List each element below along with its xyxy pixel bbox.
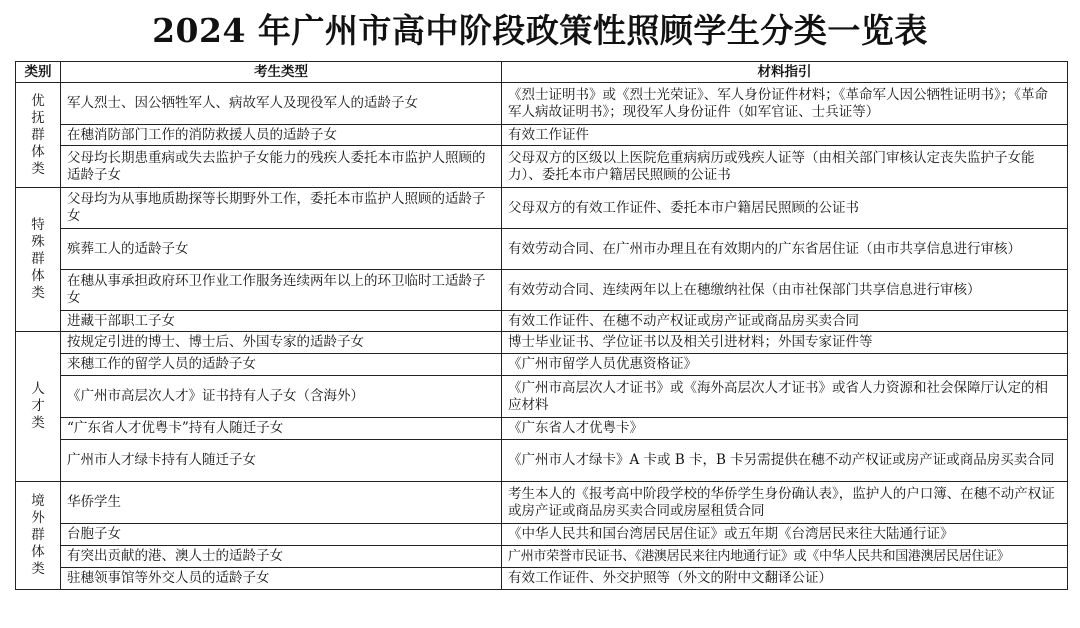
materials-cell: 父母双方的有效工作证件、委托本市户籍居民照顾的公证书 <box>502 188 1068 229</box>
table-row <box>16 354 1068 376</box>
table-row <box>16 125 1068 146</box>
materials-cell: 有效工作证件、外交护照等（外文的附中文翻译公证） <box>502 568 1068 590</box>
materials-cell: 考生本人的《报考高中阶段学校的华侨学生身份确认表》，监护人的户口簿、在穗不动产权证或房产证或商品房买卖合同或房屋租赁合同 <box>502 482 1068 524</box>
category-cell: 优抚群体类 <box>16 83 61 188</box>
table-row <box>16 524 1068 546</box>
table-row <box>16 188 1068 229</box>
materials-cell: 《广州市留学人员优惠资格证》 <box>502 354 1068 376</box>
page-title: 2024 年广州市高中阶段政策性照顾学生分类一览表 <box>152 11 928 50</box>
materials-cell: 父母双方的区级以上医院危重病病历或残疾人证等（由相关部门审核认定丧失监护子女能力）、委托本市户籍居民照顾的公证书 <box>502 146 1068 188</box>
policy-table <box>15 61 1068 590</box>
type-cell: 来穗工作的留学人员的适龄子女 <box>61 354 502 376</box>
table-row <box>16 482 1068 524</box>
table-row <box>16 332 1068 354</box>
category-cell: 人才类 <box>16 332 61 482</box>
table-row <box>16 311 1068 332</box>
table-row <box>16 83 1068 125</box>
table-row <box>16 229 1068 270</box>
category-cell: 特殊群体类 <box>16 188 61 332</box>
type-cell: 父母均长期患重病或失去监护子女能力的残疾人委托本市监护人照顾的适龄子女 <box>61 146 502 188</box>
materials-cell: 《中华人民共和国台湾居民居住证》或五年期《台湾居民来往大陆通行证》 <box>502 524 1068 546</box>
materials-cell: 有效工作证件、在穗不动产权证或房产证或商品房买卖合同 <box>502 311 1068 332</box>
type-cell: 在穗消防部门工作的消防救援人员的适龄子女 <box>61 125 502 146</box>
type-cell: 军人烈士、因公牺牲军人、病故军人及现役军人的适龄子女 <box>61 83 502 125</box>
type-cell: 驻穗领事馆等外交人员的适龄子女 <box>61 568 502 590</box>
materials-cell: 博士毕业证书、学位证书以及相关引进材料；外国专家证件等 <box>502 332 1068 354</box>
materials-cell: 《烈士证明书》或《烈士光荣证》、军人身份证件材料；《革命军人因公牺牲证明书》；《革命军人病故证明书》；现役军人身份证件（如军官证、士兵证等） <box>502 83 1068 125</box>
table-row <box>16 440 1068 482</box>
table-row <box>16 146 1068 188</box>
table-row <box>16 418 1068 440</box>
type-cell: 广州市人才绿卡持有人随迁子女 <box>61 440 502 482</box>
header-type: 考生类型 <box>61 62 502 83</box>
type-cell: “广东省人才优粤卡”持有人随迁子女 <box>61 418 502 440</box>
header-materials: 材料指引 <box>502 62 1068 83</box>
table-row <box>16 568 1068 590</box>
type-cell: 华侨学生 <box>61 482 502 524</box>
materials-cell: 广州市荣誉市民证书、《港澳居民来往内地通行证》或《中华人民共和国港澳居民居住证》 <box>502 546 1068 568</box>
header-row <box>16 62 1068 83</box>
category-cell: 境外群体类 <box>16 482 61 590</box>
materials-cell: 《广州市人才绿卡》A 卡或 B 卡，B 卡另需提供在穗不动产权证或房产证或商品房买卖合同 <box>502 440 1068 482</box>
materials-cell: 有效工作证件 <box>502 125 1068 146</box>
type-cell: 进藏干部职工子女 <box>61 311 502 332</box>
type-cell: 有突出贡献的港、澳人士的适龄子女 <box>61 546 502 568</box>
table-row <box>16 376 1068 418</box>
materials-cell: 有效劳动合同、连续两年以上在穗缴纳社保（由市社保部门共享信息进行审核） <box>502 270 1068 311</box>
type-cell: 在穗从事承担政府环卫作业工作服务连续两年以上的环卫临时工适龄子女 <box>61 270 502 311</box>
materials-cell: 有效劳动合同、在广州市办理且在有效期内的广东省居住证（由市共享信息进行审核） <box>502 229 1068 270</box>
materials-cell: 《广东省人才优粤卡》 <box>502 418 1068 440</box>
type-cell: 按规定引进的博士、博士后、外国专家的适龄子女 <box>61 332 502 354</box>
type-cell: 殡葬工人的适龄子女 <box>61 229 502 270</box>
table-row <box>16 546 1068 568</box>
type-cell: 《广州市高层次人才》证书持有人子女（含海外） <box>61 376 502 418</box>
type-cell: 父母均为从事地质勘探等长期野外工作，委托本市监护人照顾的适龄子女 <box>61 188 502 229</box>
table-row <box>16 270 1068 311</box>
materials-cell: 《广州市高层次人才证书》或《海外高层次人才证书》或省人力资源和社会保障厅认定的相应材料 <box>502 376 1068 418</box>
header-category: 类别 <box>16 62 61 83</box>
type-cell: 台胞子女 <box>61 524 502 546</box>
